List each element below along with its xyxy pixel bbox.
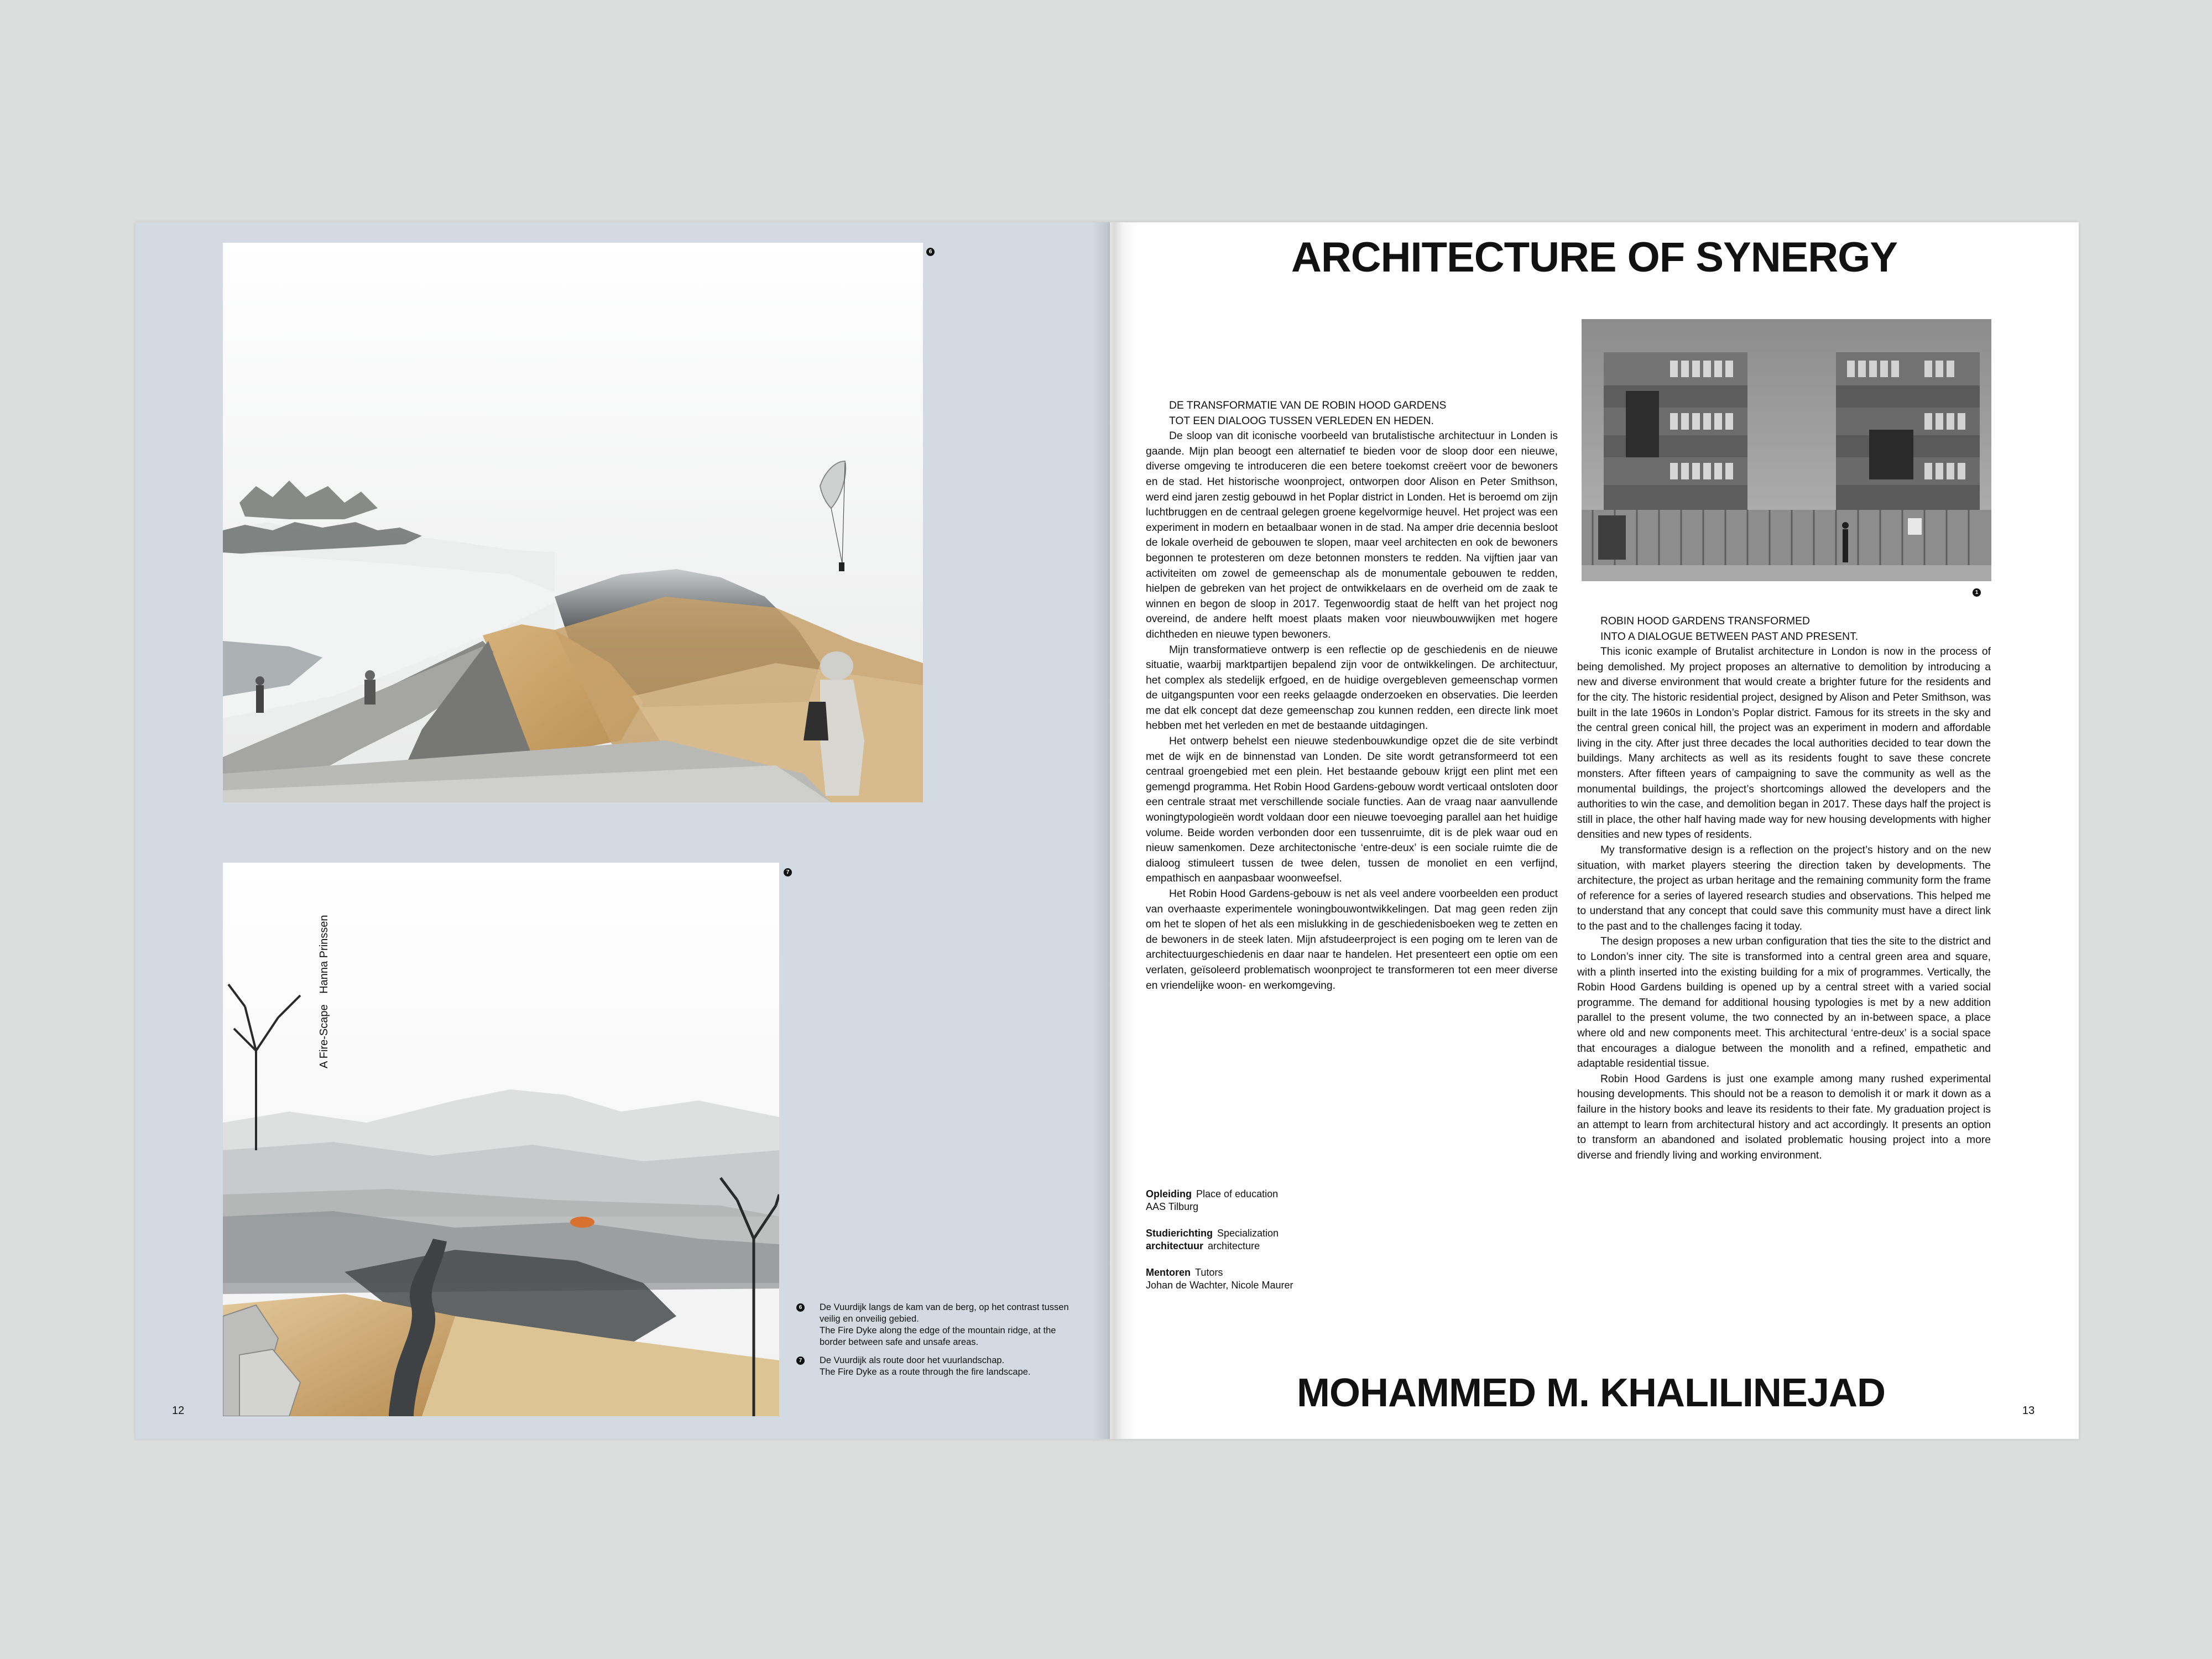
- dutch-text-column: [1146, 398, 1558, 993]
- dutch-paragraph-2: Mijn transformatieve ontwerp is een reflectie op de geschiedenis en de nieuwe situatie, waarbij marktpartijen bepalend zijn voor de ontwikkelingen. De architectuur, het complex als stedelijk erfgoed, en de huidige overgebleven gemeenschap vormen de uitgangspunten voor een reeks gelaagde onderzoeken en observaties. Die leerden me dat elk concept dat deze gemeenschap zou kunnen redden, een directe link moet hebben met het verleden en met de bestaande uitdagingen.: [1146, 644, 1558, 732]
- fire-dyke-route-illustration: [223, 863, 779, 1416]
- meta-education: [1146, 1188, 1422, 1213]
- caption-figure-6: [796, 1302, 1084, 1348]
- english-paragraph-2: My transformative design is a reflection on the project’s history and on the new situation, with market players steering the direction taken by developments. The architecture, the project as urban heritage and the remaining community form the frame of reference for a series of layered research studies and observations. This helped me to understand that any concept that could save this community must have a direct link to the past and to the challenges facing it today.: [1577, 844, 1991, 932]
- side-credit: [318, 907, 331, 1068]
- caption-7-dutch: De Vuurdijk als route door het vuurlandschap.: [820, 1355, 1005, 1365]
- meta-specialization: [1146, 1227, 1422, 1253]
- meta-specialization-value-nl: architectuur: [1146, 1240, 1204, 1251]
- author-name-large: MOHAMMED M. KHALILINEJAD: [1297, 1371, 1885, 1415]
- dutch-heading-line-1: DE TRANSFORMATIE VAN DE ROBIN HOOD GARDENS: [1169, 400, 1447, 411]
- meta-education-label-en: Place of education: [1196, 1188, 1279, 1199]
- figure-7-fire-landscape: [223, 863, 779, 1416]
- dutch-heading: [1146, 398, 1558, 429]
- article-title: ARCHITECTURE OF SYNERGY: [1291, 234, 1897, 281]
- dutch-heading-line-2: TOT EEN DIALOOG TUSSEN VERLEDEN EN HEDEN.: [1169, 415, 1434, 427]
- caption-6-marker: 6: [796, 1303, 805, 1312]
- figure-6-landscape-collage: [223, 243, 923, 802]
- dutch-paragraph-4: Het Robin Hood Gardens-gebouw is net als veel andere voorbeelden een product van overhaaste experimentele woningbouwontwikkelingen. Dat mag geen reden zijn om het te slopen of het als een mislukking in de geschiedenisboeken weg te zetten en de bewoners in de steek laten. Mijn afstudeerproject is een poging om te leren van de architectuurgeschiedenis en daar naar te handelen. Het presenteert een optie om een verlaten, geïsoleerd problematisch woonproject te transformeren tot een meer diverse en vriendelijke woon- en werkomgeving.: [1146, 888, 1558, 992]
- meta-specialization-value-en: architecture: [1208, 1240, 1260, 1251]
- english-paragraph-3: The design proposes a new urban configuration that ties the site to the district and to London’s inner city. The site is transformed into a central green area and square, with a plinth inserted into the existing building for a mix of programmes. Vertically, the Robin Hood Gardens building is opened up by a central street with a varied social programme. The demand for additional housing typologies is met by a new addition parallel to the present volume, the two connected by an in-between space, a place where old and new components meet. This architectural ‘entre-deux’ is a social space that encourages a dialogue between the monolith and a refined, empathetic and adaptable residential tissue.: [1577, 936, 1991, 1070]
- caption-7-english: The Fire Dyke as a route through the fire landscape.: [820, 1367, 1031, 1377]
- meta-tutors-label-nl: Mentoren: [1146, 1267, 1191, 1278]
- left-page: [135, 222, 1110, 1439]
- meta-tutors-label-en: Tutors: [1195, 1267, 1223, 1278]
- meta-tutors-value: Johan de Wachter, Nicole Maurer: [1146, 1280, 1293, 1291]
- figure-6-marker: 6: [926, 248, 935, 256]
- meta-specialization-label-en: Specialization: [1217, 1228, 1279, 1239]
- magazine-spread: [135, 222, 2079, 1439]
- meta-education-value: AAS Tilburg: [1146, 1201, 1199, 1212]
- meta-education-label-nl: Opleiding: [1146, 1188, 1192, 1199]
- english-heading-line-2: INTO A DIALOGUE BETWEEN PAST AND PRESENT.: [1600, 630, 1859, 643]
- robin-hood-gardens-photo: [1582, 319, 1991, 581]
- caption-6-english: The Fire Dyke along the edge of the mountain ridge, at the border between safe and unsafe areas.: [820, 1326, 1056, 1347]
- english-text-column: [1577, 614, 1991, 1163]
- english-paragraph-4: Robin Hood Gardens is just one example among many rushed experimental housing developments. This should not be a reason to demolish it or mark it down as a failure in the history books and leave its residents to their fate. My graduation project is an attempt to learn from architectural history and act accordingly. It presents an option to transform an abandoned and isolated problematic housing project into a more diverse and friendly living and working environment.: [1577, 1073, 1991, 1161]
- figure-7-marker: 7: [784, 868, 792, 877]
- caption-6-dutch: De Vuurdijk langs de kam van de berg, op het contrast tussen veilig en onveilig gebied.: [820, 1302, 1069, 1324]
- meta-tutors: [1146, 1266, 1422, 1292]
- dutch-paragraph-1: De sloop van dit iconische voorbeeld van brutalistische architectuur in Londen is gaande. Mijn plan beoogt een alternatief te bieden voor de sloop door een nieuwe, diverse omgeving te introduceren die een betere toekomst creëert voor de bewoners en de stad. Het historische woonproject, ontworpen door Alison en Peter Smithson, werd eind jaren zestig gebouwd in het Poplar district in Londen. Het is beroemd om zijn luchtbruggen en de centraal gelegen groene kegelvormige heuvel. Het project was een experiment in modern en betaalbaar wonen in de stad. Na amper drie decennia besloot de lokale overheid de gebouwen te slopen, maar veel architecten en ook de bewoners begonnen te protesteren om deze betonnen monsters te redden. Na vijftien jaar van activiteiten om zowel de gemeenschap als de monumentale gebouwen te redden, hielpen de gebreken van het project de ontwikkelaars en de overheid om de zaak te winnen en begon de sloop in 2017. Tegenwoordig staat de helft van het project nog overeind, de andere helft moest plaats maken voor nieuwbouwwijken met hogere dichtheden en nieuwe typen bewoners.: [1146, 430, 1558, 640]
- project-meta: [1146, 1188, 1422, 1306]
- page-number-left: 12: [172, 1405, 185, 1417]
- figure-captions: [796, 1302, 1084, 1385]
- project-name: A Fire-Scape: [318, 1004, 330, 1068]
- brutalist-building-photo: [1582, 319, 1991, 581]
- meta-specialization-label-nl: Studierichting: [1146, 1228, 1213, 1239]
- photo-marker: 1: [1973, 588, 1981, 597]
- author-name: Hanna Prinssen: [318, 915, 330, 994]
- page-number-right: 13: [2022, 1405, 2035, 1417]
- english-heading: [1577, 614, 1991, 644]
- right-page: [1110, 222, 2079, 1439]
- fire-dyke-ridge-illustration: [223, 243, 923, 802]
- caption-7-marker: 7: [796, 1357, 805, 1365]
- english-heading-line-1: ROBIN HOOD GARDENS TRANSFORMED: [1600, 615, 1810, 627]
- caption-figure-7: [796, 1355, 1084, 1378]
- english-paragraph-1: This iconic example of Brutalist architecture in London is now in the process of being demolished. My project proposes an alternative to demolition by introducing a new and diverse environment that would create a brighter future for the residents and for the city. The historic residential project, designed by Alison and Peter Smithson, was built in the late 1960s in London’s Poplar district. Famous for its streets in the sky and the central green conical hill, the project was an experiment in modern and affordable living in the city. After just three decades the local authorities decided to tear down the buildings. Many architects as well as its residents fought to save these concrete monsters. After fifteen years of campaigning to save the community as well as the monumental buildings, the project’s shortcomings allowed the developers and the authorities to win the case, and demolition began in 2017. These days half the project is still in place, the other half having made way for new housing developments with higher densities and new types of residents.: [1577, 646, 1991, 841]
- dutch-paragraph-3: Het ontwerp behelst een nieuwe stedenbouwkundige opzet die de site verbindt met de wijk en de binnenstad van Londen. De site wordt getransformeerd tot een centraal groengebied met een plein. Het bestaande gebouw krijgt een plint met een gemengd programma. Het Robin Hood Gardens-gebouw wordt verticaal ontsloten door een centrale straat met verschillende sociale functies. Aan de vraag naar aanvullende woningtypologieën wordt voldaan door een nieuwe toevoeging parallel aan het huidige volume. Beide worden verbonden door een tussenruimte, dit is de plek waar oud en nieuw samenkomen. Deze architectonische ‘entre-deux’ is een sociale ruimte die de dialoog stimuleert tussen de twee delen, tussen de monoliet en een verfijnd, empathisch en aanpasbaar woonweefsel.: [1146, 735, 1558, 885]
